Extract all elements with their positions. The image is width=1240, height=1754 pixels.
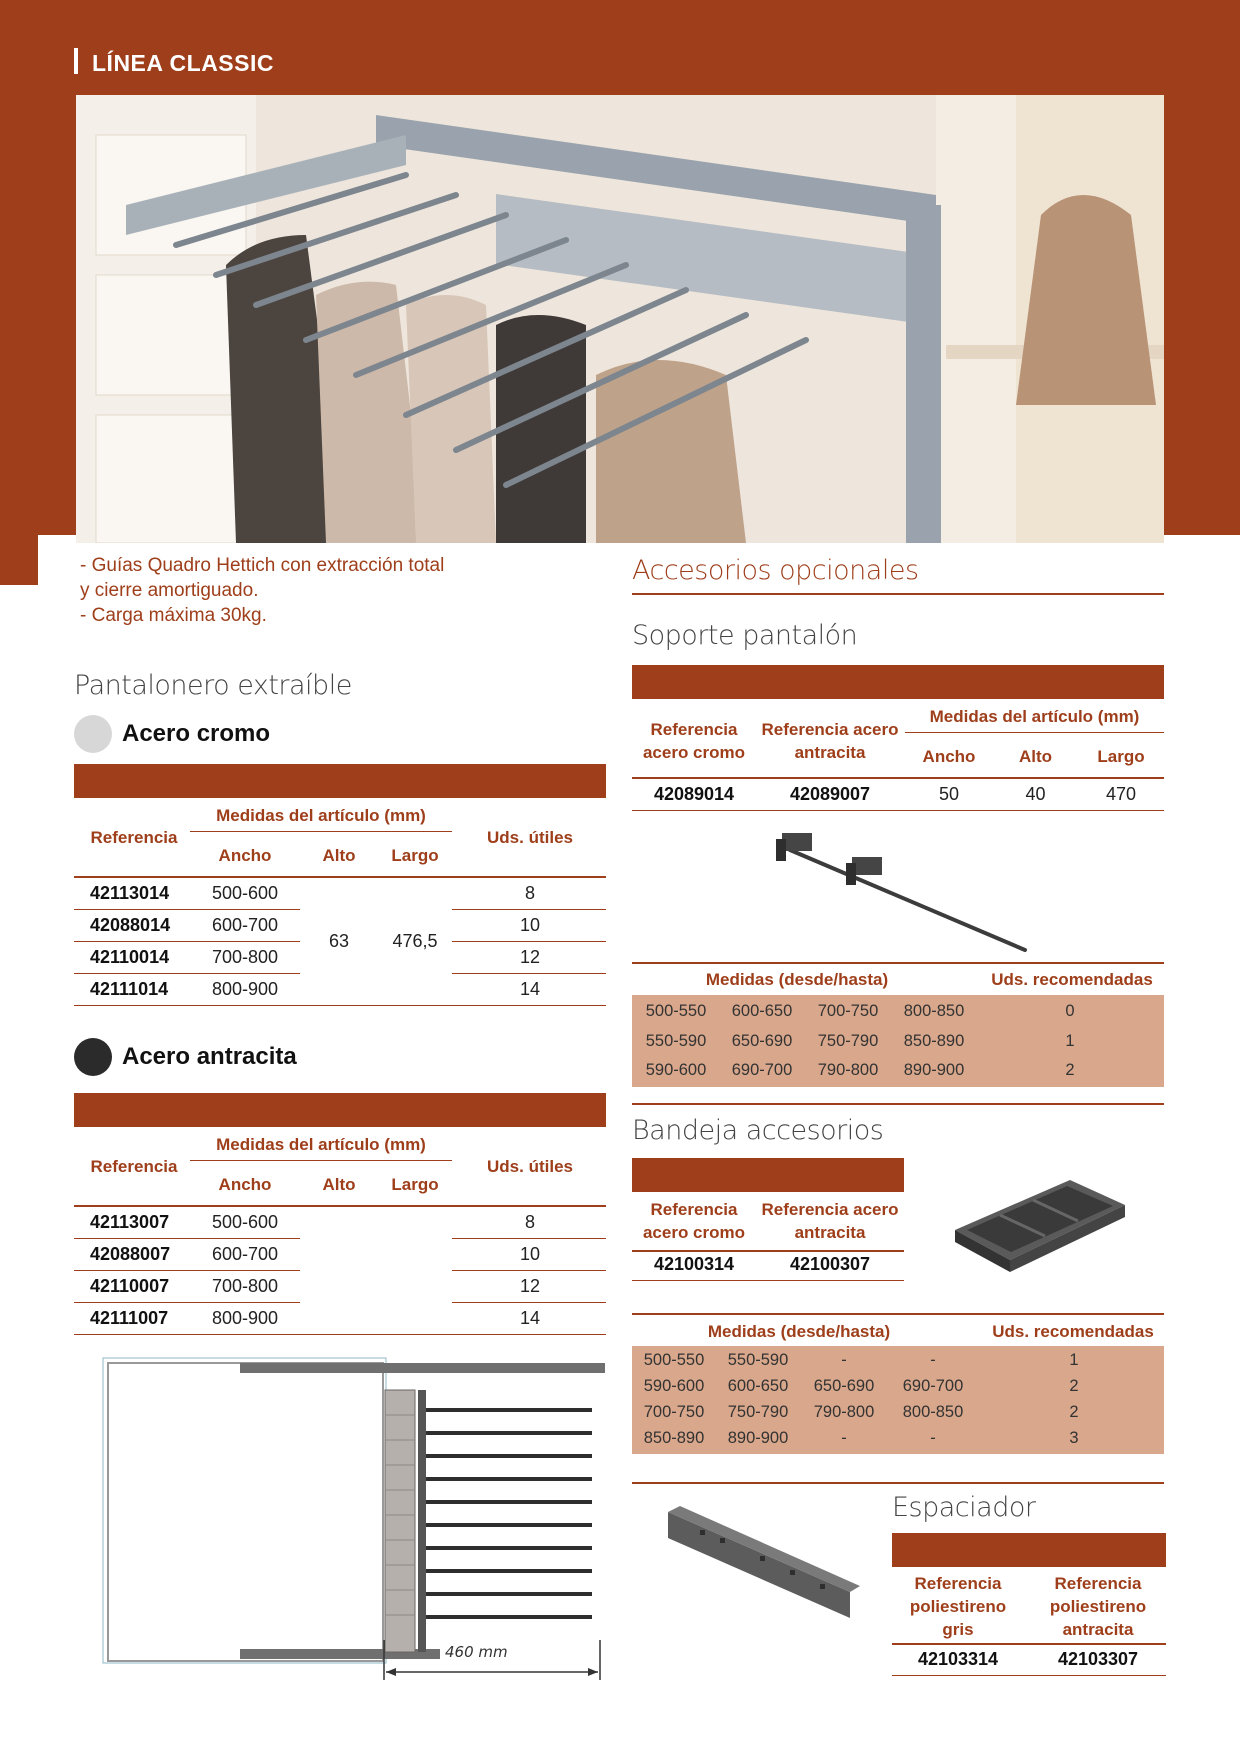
table-cell-largo-merged: 476,5 bbox=[392, 931, 438, 951]
col-header-ref-antracita: Referencia acero antracita bbox=[761, 1200, 899, 1242]
table-cell-ref-cromo: 42100314 bbox=[653, 1254, 735, 1274]
table-cell-ref: 42113007 bbox=[90, 1212, 170, 1232]
soporte-pantalon-photo bbox=[770, 825, 1040, 960]
rec-cell-uds: 1 bbox=[1065, 1032, 1075, 1050]
section-rule bbox=[632, 1103, 1164, 1105]
table-rule bbox=[892, 1643, 1166, 1645]
row-divider bbox=[74, 1302, 300, 1303]
technical-drawing bbox=[100, 1355, 610, 1680]
row-divider bbox=[452, 909, 606, 910]
col-header-ref-cromo: Referencia acero cromo bbox=[642, 1200, 746, 1242]
section-title-espaciador: Espaciador bbox=[892, 1492, 1036, 1523]
table-cell-uds: 8 bbox=[524, 1212, 535, 1232]
bandeja-accesorios-photo bbox=[945, 1160, 1130, 1285]
table-cell-ancho: 700-800 bbox=[211, 947, 279, 967]
col-header-uds: Uds. útiles bbox=[487, 828, 573, 847]
table-cell-ref: 42110014 bbox=[90, 947, 170, 967]
col-header-alto: Alto bbox=[322, 846, 356, 865]
page-title: LÍNEA CLASSIC bbox=[92, 50, 274, 76]
finish-label: Acero antracita bbox=[122, 1043, 297, 1070]
table-cell-ref: 42088014 bbox=[90, 915, 171, 935]
table-cell-uds: 14 bbox=[519, 1308, 541, 1328]
rec-cell-uds: 1 bbox=[1069, 1351, 1079, 1369]
table-cell-ref: 42111007 bbox=[90, 1308, 169, 1328]
espaciador-photo bbox=[660, 1500, 860, 1625]
section-rule bbox=[632, 593, 1164, 595]
col-header-ref-antracita: Referencia acero antracita bbox=[761, 720, 899, 762]
row-divider bbox=[74, 1238, 300, 1239]
section-title-accesorios: Accesorios opcionales bbox=[632, 555, 919, 586]
feature-line: - Carga máxima 30kg. bbox=[80, 605, 267, 626]
rec-cell: - bbox=[841, 1351, 847, 1369]
title-accent-bar bbox=[74, 48, 78, 74]
rec-cell: 590-600 bbox=[643, 1377, 705, 1395]
table-cell-ancho: 500-600 bbox=[211, 1212, 279, 1232]
section-title-pantalonero: Pantalonero extraíble bbox=[74, 670, 352, 701]
row-divider bbox=[452, 973, 606, 974]
rec-cell: 690-700 bbox=[902, 1377, 964, 1395]
row-divider bbox=[74, 941, 300, 942]
col-header-medidas: Medidas del artículo (mm) bbox=[216, 806, 426, 825]
feature-list bbox=[80, 553, 444, 628]
hero-product-photo bbox=[76, 95, 1164, 543]
rec-cell-uds: 2 bbox=[1065, 1061, 1075, 1079]
rec-cell: 650-690 bbox=[731, 1032, 793, 1050]
rec-cell: 690-700 bbox=[731, 1061, 793, 1079]
table-cell-ancho: 800-900 bbox=[211, 979, 279, 999]
rec-cell: 590-600 bbox=[645, 1061, 707, 1079]
table-cell-ref: 42113014 bbox=[90, 883, 170, 903]
table-cell-ref-cromo: 42089014 bbox=[653, 784, 735, 804]
rec-cell: 790-800 bbox=[813, 1403, 875, 1421]
table-cell-alto: 40 bbox=[1025, 784, 1046, 804]
col-header-referencia: Referencia bbox=[90, 1157, 178, 1176]
table-cell-largo: 470 bbox=[1105, 784, 1137, 804]
row-divider bbox=[452, 1270, 606, 1271]
table-cell-uds: 10 bbox=[519, 915, 541, 935]
table-cell-ancho: 50 bbox=[938, 784, 960, 804]
table-cell-uds: 12 bbox=[519, 947, 541, 967]
row-divider bbox=[452, 1238, 606, 1239]
table-header-bar bbox=[632, 1158, 904, 1192]
header-divider bbox=[905, 732, 1164, 733]
col-header-uds-recomendadas: Uds. recomendadas bbox=[992, 1322, 1154, 1341]
rec-cell: 700-750 bbox=[817, 1002, 879, 1020]
col-header-referencia: Referencia bbox=[90, 828, 178, 847]
table-cell-ancho: 600-700 bbox=[211, 915, 279, 935]
col-header-alto: Alto bbox=[1018, 747, 1053, 766]
col-header-ancho: Ancho bbox=[218, 1175, 272, 1194]
table-cell-ancho: 500-600 bbox=[211, 883, 279, 903]
col-header-medidas-desde-hasta: Medidas (desde/hasta) bbox=[707, 1322, 891, 1341]
row-divider bbox=[74, 1270, 300, 1271]
rec-cell: 750-790 bbox=[727, 1403, 789, 1421]
finish-cromo bbox=[74, 715, 270, 753]
section-rule bbox=[632, 1482, 1164, 1484]
table-header-bar bbox=[632, 665, 1164, 699]
chrome-swatch-icon bbox=[74, 715, 112, 753]
table-cell-ancho: 600-700 bbox=[211, 1244, 279, 1264]
rec-cell: 600-650 bbox=[727, 1377, 789, 1395]
rec-cell: - bbox=[841, 1429, 847, 1447]
table-cell-ancho: 700-800 bbox=[211, 1276, 279, 1296]
row-divider bbox=[74, 973, 300, 974]
table-rule bbox=[74, 1005, 606, 1006]
col-header-uds-recomendadas: Uds. recomendadas bbox=[991, 970, 1153, 989]
rec-cell: 550-590 bbox=[727, 1351, 789, 1369]
rec-cell-uds: 2 bbox=[1069, 1403, 1079, 1421]
rec-cell: 550-590 bbox=[645, 1032, 707, 1050]
table-rule bbox=[632, 1313, 1164, 1315]
col-header-ancho: Ancho bbox=[218, 846, 272, 865]
table-rule bbox=[632, 1280, 904, 1281]
table-cell-ref-antracita: 42100307 bbox=[789, 1254, 871, 1274]
row-divider bbox=[74, 909, 300, 910]
table-cell-ancho: 800-900 bbox=[211, 1308, 279, 1328]
rec-cell: 650-690 bbox=[813, 1377, 875, 1395]
rec-cell: 500-550 bbox=[643, 1351, 705, 1369]
table-rule bbox=[632, 1250, 904, 1252]
rec-cell: 850-890 bbox=[903, 1032, 965, 1050]
header-band-tab bbox=[0, 535, 38, 585]
antracite-swatch-icon bbox=[74, 1038, 112, 1076]
section-title-soporte: Soporte pantalón bbox=[632, 620, 858, 651]
row-divider bbox=[452, 1302, 606, 1303]
rec-cell: 500-550 bbox=[645, 1002, 707, 1020]
col-header-ancho: Ancho bbox=[922, 747, 976, 766]
col-header-medidas: Medidas del artículo (mm) bbox=[929, 707, 1140, 726]
col-header-largo: Largo bbox=[1097, 747, 1145, 766]
table-cell-uds: 14 bbox=[519, 979, 541, 999]
header-divider bbox=[190, 1160, 452, 1161]
table-cell-ref-antracita: 42103307 bbox=[1057, 1649, 1139, 1669]
table-cell-uds: 12 bbox=[519, 1276, 541, 1296]
rec-cell: - bbox=[930, 1429, 936, 1447]
rec-cell: 800-850 bbox=[902, 1403, 964, 1421]
table-rule bbox=[892, 1675, 1166, 1676]
table-rule bbox=[74, 1334, 606, 1335]
col-header-ref-antracita: Referencia poliestireno antracita bbox=[1049, 1574, 1147, 1639]
dimension-label: 460 mm bbox=[445, 1643, 508, 1661]
row-divider bbox=[452, 941, 606, 942]
finish-label: Acero cromo bbox=[122, 720, 271, 747]
rec-cell: 890-900 bbox=[727, 1429, 789, 1447]
col-header-ref-gris: Referencia poliestireno gris bbox=[909, 1574, 1007, 1639]
rec-cell: 850-890 bbox=[643, 1429, 705, 1447]
rec-cell: 750-790 bbox=[817, 1032, 879, 1050]
col-header-largo: Largo bbox=[391, 846, 439, 865]
table-rule bbox=[632, 810, 1164, 811]
table-header-bar bbox=[74, 1093, 606, 1127]
col-header-medidas: Medidas del artículo (mm) bbox=[216, 1135, 426, 1154]
table-rule bbox=[74, 876, 606, 878]
table-cell-ref: 42111014 bbox=[90, 979, 169, 999]
table-rule bbox=[632, 777, 1164, 779]
rec-cell: 600-650 bbox=[731, 1002, 793, 1020]
feature-line: y cierre amortiguado. bbox=[80, 580, 259, 601]
header-divider bbox=[190, 831, 452, 832]
table-cell-ref: 42110007 bbox=[90, 1276, 170, 1296]
rec-cell: 800-850 bbox=[903, 1002, 965, 1020]
rec-cell-uds: 3 bbox=[1069, 1429, 1079, 1447]
col-header-largo: Largo bbox=[391, 1175, 439, 1194]
table-cell-ref-gris: 42103314 bbox=[917, 1649, 999, 1669]
rec-cell-uds: 2 bbox=[1069, 1377, 1079, 1395]
rec-cell: 890-900 bbox=[903, 1061, 965, 1079]
table-header-bar bbox=[892, 1533, 1166, 1567]
feature-line: - Guías Quadro Hettich con extracción total bbox=[80, 555, 445, 576]
table-cell-alto-merged: 63 bbox=[328, 931, 350, 951]
table-cell-ref-antracita: 42089007 bbox=[789, 784, 871, 804]
table-cell-uds: 10 bbox=[519, 1244, 541, 1264]
col-header-ref-cromo: Referencia acero cromo bbox=[642, 720, 746, 762]
rec-cell: 700-750 bbox=[643, 1403, 705, 1421]
finish-antracita bbox=[74, 1038, 297, 1076]
col-header-alto: Alto bbox=[322, 1175, 356, 1194]
col-header-uds: Uds. útiles bbox=[487, 1157, 573, 1176]
col-header-medidas-desde-hasta: Medidas (desde/hasta) bbox=[705, 970, 889, 989]
section-title-bandeja: Bandeja accesorios bbox=[632, 1115, 884, 1146]
rec-cell: 790-800 bbox=[817, 1061, 879, 1079]
rec-cell-uds: 0 bbox=[1065, 1002, 1075, 1020]
table-cell-uds: 8 bbox=[524, 883, 535, 903]
table-rule bbox=[632, 962, 1164, 964]
table-rule bbox=[74, 1205, 606, 1207]
table-cell-ref: 42088007 bbox=[90, 1244, 171, 1264]
rec-cell: - bbox=[930, 1351, 936, 1369]
table-header-bar bbox=[74, 764, 606, 798]
